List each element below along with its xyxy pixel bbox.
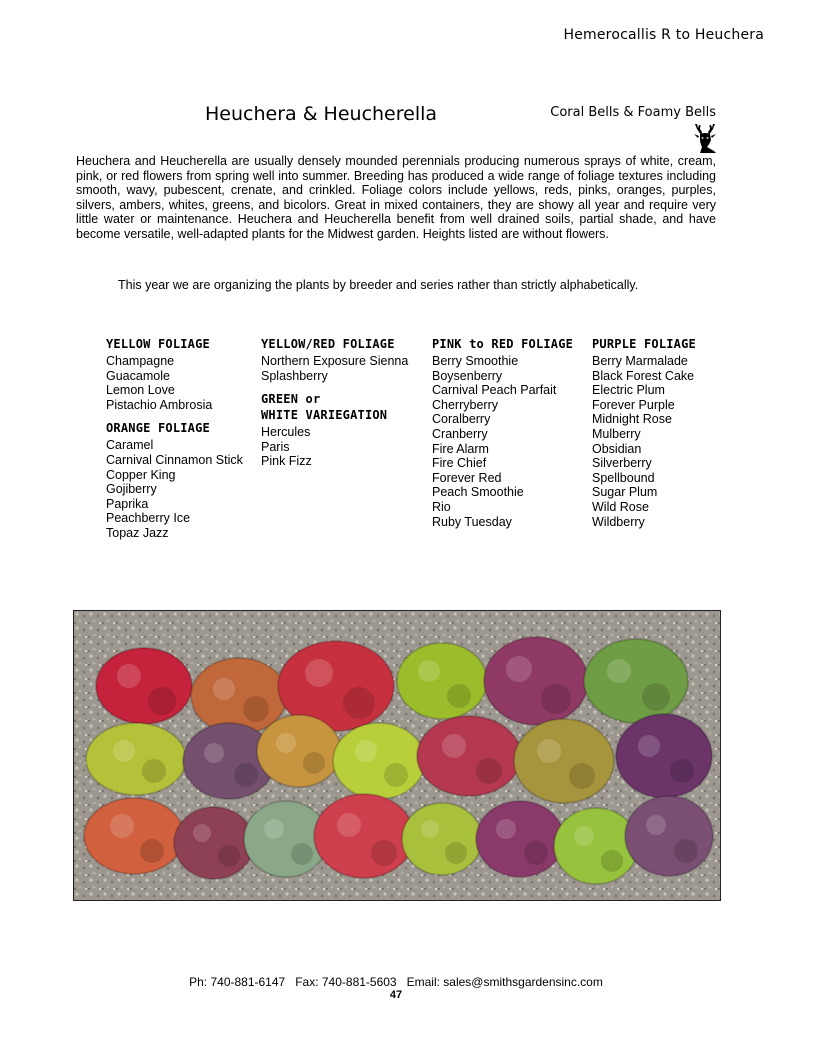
plant-item: Paris [261, 439, 290, 454]
plant-item: Forever Red [432, 470, 502, 485]
plant-item: Berry Marmalade [592, 354, 688, 368]
intro-paragraph: Heuchera and Heucherella are usually densely mounded perennials producing numerous sprays of white, cream, pink, or red flowers from spring well into summer. Breeding has produced a wide range of foliage textures including smooth, wavy, pubescent, crenate, and crinkled. Foliage colors include yellows, reds, pinks, oranges, purples, silvers, ambers, whites, greens, and bicolors. Great in mixed containers, they are showy all year and require very little water or maintenance. Heuchera and Heucherella benefit from well drained soils, partial shade, and have become versatile, well-adapted plants for the Midwest garden. Heights listed are without flowers. [76, 154, 716, 241]
category-list-pink-red [432, 354, 573, 529]
plant-item: Splashberry [261, 368, 328, 383]
plant-item: Cranberry [432, 426, 488, 441]
page-subtitle: Coral Bells & Foamy Bells [550, 105, 716, 120]
plant-item: Pistachio Ambrosia [106, 397, 213, 412]
plant-item: Berry Smoothie [432, 354, 519, 368]
plant-item: Paprika [106, 496, 149, 511]
plant-item: Lemon Love [106, 383, 175, 398]
column-yellowred-green [261, 336, 408, 469]
plant-item: Rio [432, 499, 451, 514]
plant-item: Midnight Rose [592, 412, 672, 427]
plant-item: Ruby Tuesday [432, 514, 512, 529]
page-title: Heuchera & Heucherella [205, 103, 438, 125]
category-heading-green-white-line1: GREEN or [261, 392, 321, 407]
plant-item: Sugar Plum [592, 485, 658, 500]
category-heading-purple: PURPLE FOLIAGE [592, 337, 696, 351]
column-yellow-orange [106, 336, 243, 541]
plant-item: Caramel [106, 438, 154, 453]
heuchera-plants-photo [73, 610, 721, 901]
running-header: Hemerocallis R to Heuchera [563, 27, 764, 43]
plant-item: Spellbound [592, 470, 655, 485]
category-list-green-white [261, 425, 408, 469]
organization-note: This year we are organizing the plants by breeder and series rather than strictly alphabetically. [118, 278, 639, 292]
category-heading-orange: ORANGE FOLIAGE [106, 421, 210, 436]
category-heading-green-white-line2: WHITE VARIEGATION [261, 408, 388, 423]
plant-item: Wildberry [592, 514, 645, 529]
plant-item: Mulberry [592, 426, 641, 441]
plant-item: Coralberry [432, 412, 491, 427]
column-pink-red [432, 336, 573, 529]
plant-item: Copper King [106, 467, 176, 482]
plant-item: Champagne [106, 354, 175, 368]
plant-item: Silverberry [592, 456, 652, 471]
deer-head-icon [692, 123, 720, 153]
plant-item: Boysenberry [432, 368, 503, 383]
plant-item: Pink Fizz [261, 454, 312, 469]
plant-item: Northern Exposure Sienna [261, 354, 409, 368]
plant-item: Electric Plum [592, 383, 665, 398]
category-heading-pink-red: PINK to RED FOLIAGE [432, 337, 574, 351]
category-heading-yellow-red: YELLOW/RED FOLIAGE [261, 337, 395, 351]
category-list-orange [106, 438, 243, 540]
plant-item: Peachberry Ice [106, 511, 191, 526]
footer-contact: Ph: 740-881-6147 Fax: 740-881-5603 Email: sales@smithsgardensinc.com [189, 975, 603, 989]
plant-item: Carnival Peach Parfait [432, 383, 557, 398]
plant-item: Obsidian [592, 441, 642, 456]
column-purple [592, 336, 696, 529]
plant-item: Hercules [261, 425, 311, 440]
plant-item: Fire Alarm [432, 441, 489, 456]
category-list-yellow [106, 354, 243, 412]
plant-item: Wild Rose [592, 499, 649, 514]
plant-item: Forever Purple [592, 397, 675, 412]
plant-item: Gojiberry [106, 482, 157, 497]
plant-item: Peach Smoothie [432, 485, 524, 500]
page-number: 47 [389, 989, 403, 1001]
category-list-yellow-red [261, 354, 408, 383]
plant-item: Black Forest Cake [592, 368, 695, 383]
plant-item: Guacamole [106, 368, 170, 383]
category-list-purple [592, 354, 696, 529]
plant-item: Fire Chief [432, 456, 487, 471]
plant-item: Topaz Jazz [106, 525, 169, 540]
category-heading-yellow: YELLOW FOLIAGE [106, 337, 210, 351]
plant-item: Carnival Cinnamon Stick [106, 452, 243, 467]
plant-item: Cherryberry [432, 397, 498, 412]
